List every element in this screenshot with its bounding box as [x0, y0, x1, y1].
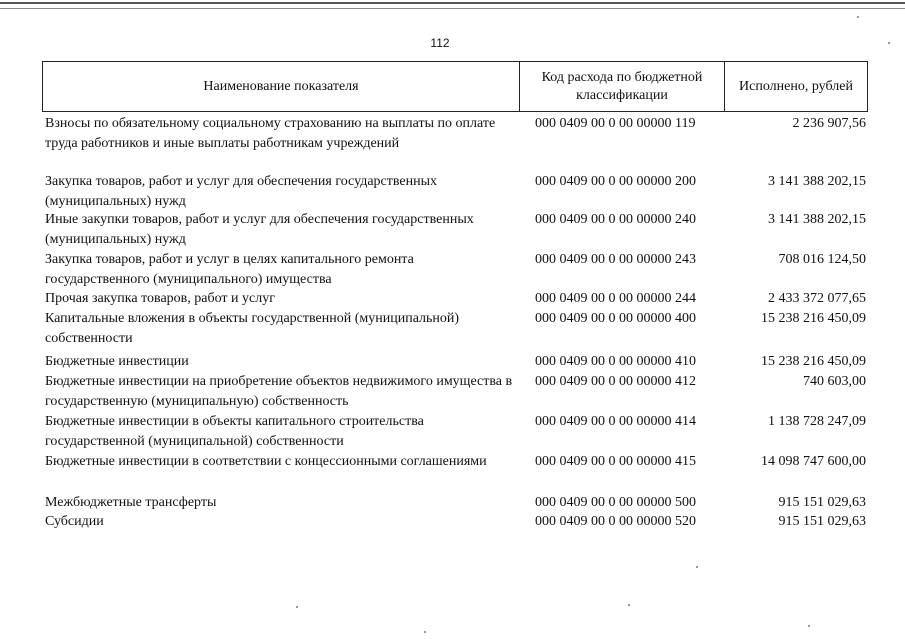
header-name-column: Наименование показателя — [43, 62, 520, 111]
row-amount: 15 238 216 450,09 — [761, 354, 866, 369]
row-name: Закупка товаров, работ и услуг для обеспечения государственных (муниципальных) нужд — [45, 174, 438, 209]
row-amount: 708 016 124,50 — [778, 252, 866, 267]
scan-page-edge — [0, 2, 905, 9]
row-amount: 1 138 728 247,09 — [768, 414, 866, 429]
row-amount: 740 603,00 — [803, 374, 866, 389]
row-code: 000 0409 00 0 00 00000 410 — [535, 354, 696, 369]
scan-speck — [808, 625, 810, 627]
scan-speck — [857, 16, 859, 18]
row-amount: 915 151 029,63 — [778, 514, 866, 529]
row-name: Бюджетные инвестиции — [45, 354, 189, 369]
row-name: Закупка товаров, работ и услуг в целях капитального ремонта государственного (муниципального) имущества — [45, 252, 414, 287]
header-executed-column: Исполнено, рублей — [739, 78, 853, 94]
row-code: 000 0409 00 0 00 00000 119 — [535, 116, 696, 131]
row-code: 000 0409 00 0 00 00000 412 — [535, 374, 696, 389]
row-code: 000 0409 00 0 00 00000 414 — [535, 414, 696, 429]
row-name: Взносы по обязательному социальному страхованию на выплаты по оплате труда работников и иные выплаты работникам учреждений — [45, 116, 496, 151]
table-header — [42, 61, 868, 112]
row-amount: 915 151 029,63 — [778, 495, 866, 510]
row-amount: 3 141 388 202,15 — [768, 212, 866, 227]
page-number: 112 — [430, 36, 450, 50]
row-name: Прочая закупка товаров, работ и услуг — [45, 291, 275, 306]
row-amount: 2 433 372 077,65 — [768, 291, 866, 306]
row-name: Бюджетные инвестиции на приобретение объектов недвижимого имущества в государственную (муниципальную) собственность — [45, 374, 513, 409]
row-code: 000 0409 00 0 00 00000 500 — [535, 495, 696, 510]
row-name: Бюджетные инвестиции в объекты капитального строительства государственной (муниципальной) собственности — [45, 414, 424, 449]
row-name: Бюджетные инвестиции в соответствии с концессионными соглашениями — [45, 454, 487, 469]
header-code-column: Код расхода по бюджетной классификации — [520, 62, 725, 111]
row-name: Субсидии — [45, 514, 104, 529]
row-name: Капитальные вложения в объекты государственной (муниципальной) собственности — [45, 311, 460, 346]
row-name: Межбюджетные трансферты — [45, 495, 217, 510]
scan-speck — [296, 606, 298, 608]
row-code: 000 0409 00 0 00 00000 400 — [535, 311, 696, 326]
row-name: Иные закупки товаров, работ и услуг для обеспечения государственных (муниципальных) нужд — [45, 212, 474, 247]
scan-speck — [888, 42, 890, 44]
scan-speck — [628, 604, 630, 606]
row-amount: 15 238 216 450,09 — [761, 311, 866, 326]
scan-speck — [696, 566, 698, 568]
row-code: 000 0409 00 0 00 00000 200 — [535, 174, 696, 189]
row-code: 000 0409 00 0 00 00000 243 — [535, 252, 696, 267]
row-amount: 14 098 747 600,00 — [761, 454, 866, 469]
row-code: 000 0409 00 0 00 00000 520 — [535, 514, 696, 529]
row-code: 000 0409 00 0 00 00000 240 — [535, 212, 696, 227]
row-amount: 3 141 388 202,15 — [768, 174, 866, 189]
row-amount: 2 236 907,56 — [792, 116, 866, 131]
row-code: 000 0409 00 0 00 00000 244 — [535, 291, 696, 306]
row-code: 000 0409 00 0 00 00000 415 — [535, 454, 696, 469]
scan-speck — [424, 631, 426, 633]
